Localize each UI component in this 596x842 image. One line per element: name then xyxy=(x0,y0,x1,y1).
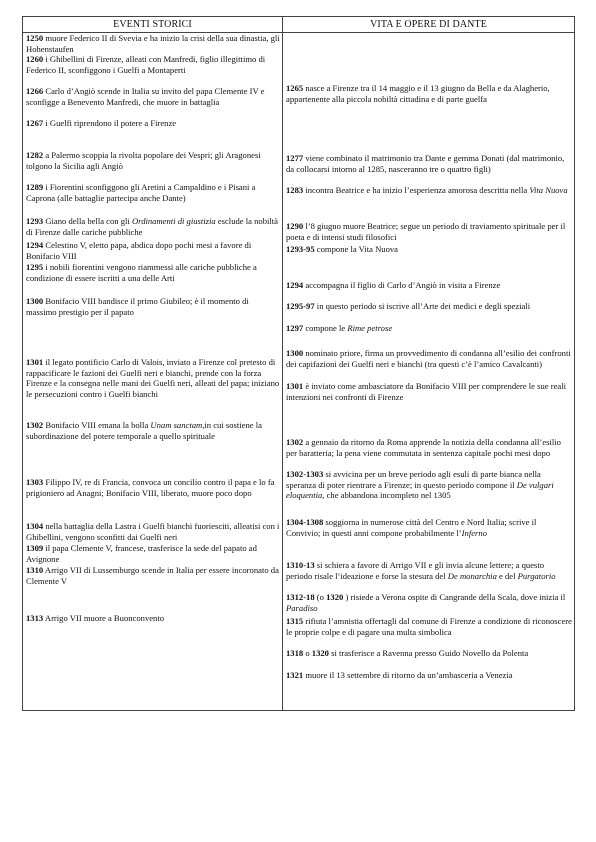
entry-text: Filippo IV, re di Francia, convoca un concilio contro il papa e lo fa prigioniero ad Anagni; Bonifacio VIII, liberato, muore poco dopo xyxy=(26,477,275,498)
year-label: 1260 xyxy=(26,54,44,64)
header-dante-life-works: VITA E OPERE DI DANTE xyxy=(370,19,487,30)
chronology-table xyxy=(22,16,575,711)
entry-text: l’8 giugno muore Beatrice; segue un periodo di traviamento spirituale per il poeta e di intensi studi filosofici xyxy=(286,221,566,242)
life-entry xyxy=(286,648,572,659)
event-entry xyxy=(26,420,280,441)
header-historical-events: EVENTI STORICI xyxy=(113,19,192,30)
work-title: De monarchia xyxy=(447,570,497,581)
year-label: 1310 xyxy=(26,565,44,575)
entry-text: i Ghibellini di Firenze, alleati con Manfredi, figlio illegittimo di Federico II, sconfiggono i Guelfi a Montaperti xyxy=(26,54,266,75)
life-entry xyxy=(286,280,572,291)
entry-text: Bonifacio VIII bandisce il primo Giubileo; è il momento di massimo prestigio per il papato xyxy=(26,296,249,317)
year-label: 1315 xyxy=(286,616,304,626)
life-entry xyxy=(286,323,572,334)
work-title: Purgatorio xyxy=(517,570,556,581)
year-label: 1310-13 xyxy=(286,560,315,570)
entry-text: ) risiede a Verona ospite di Cangrande della Scala, dove inizia il xyxy=(343,592,566,602)
dante-life-works-column xyxy=(286,33,572,710)
life-entry xyxy=(286,616,572,637)
life-entry xyxy=(286,560,572,581)
event-entry xyxy=(26,565,280,586)
event-entry xyxy=(26,477,280,498)
entry-text: viene combinato il matrimonio tra Dante e gemma Donati (dal matrimonio, da collocarsi intorno al 1285, nasceranno tre o quattro figli) xyxy=(286,153,565,174)
event-entry xyxy=(26,182,280,203)
year-label: 1250 xyxy=(26,33,44,43)
work-title: Rime petrose xyxy=(347,323,393,333)
entry-text: il papa Clemente V, francese, trasferisce la sede del papato ad Avignone xyxy=(26,543,257,564)
entry-text: incontra Beatrice e ha inizio l’esperienza amorosa descritta nella xyxy=(303,185,530,195)
entry-text: a Palermo scoppia la rivolta popolare dei Vespri; gli Aragonesi tolgono la Sicilia agli Angiò xyxy=(26,150,261,171)
year-label: 1265 xyxy=(286,83,304,93)
year-label: 1300 xyxy=(286,348,304,358)
event-entry xyxy=(26,262,280,283)
year-label: 1301 xyxy=(286,381,304,391)
entry-text: Carlo d’Angiò scende in Italia su invito del papa Clemente IV e sconfigge a Benevento Manfredi, che muore in battaglia xyxy=(26,86,265,107)
work-title: Paradiso xyxy=(286,602,318,613)
year-label: 1282 xyxy=(26,150,44,160)
event-entry xyxy=(26,33,280,54)
entry-text: i Guelfi riprendono il potere a Firenze xyxy=(43,118,177,128)
event-entry xyxy=(26,150,280,171)
year-label: 1297 xyxy=(286,323,304,333)
year-label: 1266 xyxy=(26,86,44,96)
event-entry xyxy=(26,613,280,624)
entry-text: si avvicina per un breve periodo agli esuli di parte bianca nella speranza di poter rientrare a Firenze; in questo periodo compone il xyxy=(286,469,541,490)
entry-text: nella battaglia della Lastra i Guelfi bianchi fuoriesciti, alleatisi con i Ghibellini, vengono sconfitti dai Guelfi neri xyxy=(26,521,280,542)
life-entry xyxy=(286,185,572,196)
year-label: 1309 xyxy=(26,543,44,553)
year-label: 1294 xyxy=(286,280,304,290)
life-entry xyxy=(286,437,572,458)
event-entry xyxy=(26,521,280,542)
entry-text: e del xyxy=(496,570,518,581)
entry-text: o xyxy=(303,648,312,658)
year-label: 1320 xyxy=(311,648,329,658)
entry-text: è inviato come ambasciatore da Bonifacio VIII per comprendere le sue reali intenzioni nei confronti di Firenze xyxy=(286,381,566,402)
year-label: 1289 xyxy=(26,182,44,192)
entry-text: Arrigo VII di Lussemburgo scende in Italia per essere incoronato da Clemente V xyxy=(26,565,279,586)
table-header xyxy=(23,17,574,33)
entry-text: muore il 13 settembre di ritorno da un’ambasceria a Venezia xyxy=(303,670,513,680)
event-entry xyxy=(26,357,280,399)
work-title: Ordinamenti di giustizia xyxy=(131,216,216,226)
year-label: 1312-18 xyxy=(286,592,315,602)
life-entry xyxy=(286,221,572,242)
entry-text: rifiuta l’amnistia offertagli dal comune di Firenze a condizione di riconoscere le proprie colpe e di pagare una multa simbolica xyxy=(286,616,572,637)
entry-text: Giano della bella con gli xyxy=(43,216,132,226)
entry-text: nasce a Firenze tra il 14 maggio e il 13 giugno da Bella e da Alagherio, appartenente alla piccola nobiltà cittadina e di parte guelfa xyxy=(286,83,550,104)
entry-text: si schiera a favore di Arrigo VII e gli invia alcune lettere; a questo periodo risale l’ideazione e forse la stesura del xyxy=(286,560,545,581)
life-entry xyxy=(286,592,572,613)
year-label: 1321 xyxy=(286,670,304,680)
event-entry xyxy=(26,216,280,237)
entry-text: ,in cui sostiene la subordinazione del potere temporale a quello spirituale xyxy=(26,420,262,441)
year-label: 1302 xyxy=(286,437,304,447)
entry-text: , che abbandona incompleto nel 1305 xyxy=(322,490,451,501)
entry-text: Bonifacio VIII emana la bolla xyxy=(43,420,151,430)
year-label: 1293 xyxy=(26,216,44,226)
work-title: De vulgari eloquentia xyxy=(286,479,554,501)
entry-text: (o xyxy=(314,592,327,602)
entry-text: i nobili fiorentini vengono riammessi alle cariche pubbliche a condizione di essere iscritti a una delle Arti xyxy=(26,262,257,283)
year-label: 1302-1303 xyxy=(286,469,324,479)
life-entry xyxy=(286,348,572,369)
entry-text: soggiorna in numerose città del Centro e Nord Italia; scrive il Convivio; in questi anni compone probabilmente l’ xyxy=(286,517,537,538)
entry-text: compone le xyxy=(303,323,348,333)
life-entry xyxy=(286,153,572,174)
year-label: 1320 xyxy=(326,592,344,602)
entry-text: Arrigo VII muore a Buonconvento xyxy=(43,613,165,623)
historical-events-column xyxy=(26,33,280,710)
event-entry xyxy=(26,296,280,317)
year-label: 1283 xyxy=(286,185,304,195)
life-entry xyxy=(286,244,572,255)
event-entry xyxy=(26,543,280,564)
year-label: 1293-95 xyxy=(286,244,315,254)
entry-text: a gennaio da ritorno da Roma apprende la notizia della condanna all’esilio per baratteria; la pena viene commutata in sentenza capitale pochi mesi dopo xyxy=(286,437,561,458)
year-label: 1302 xyxy=(26,420,44,430)
entry-text: muore Federico II di Svevia e ha inizio la crisi della sua dinastia, gli Hohenstaufen xyxy=(26,33,280,54)
year-label: 1303 xyxy=(26,477,44,487)
column-divider xyxy=(282,17,283,710)
year-label: 1295-97 xyxy=(286,301,315,311)
year-label: 1267 xyxy=(26,118,44,128)
year-label: 1318 xyxy=(286,648,304,658)
work-title: Inferno xyxy=(461,527,487,538)
entry-text: il legato pontificio Carlo di Valois, inviato a Firenze col pretesto di rappacificare le fazioni dei Guelfi neri e bianchi, prende con la forza Firenze e la consegna nelle mani dei Guelfi neri, alleati del papa; iniziano le persecuzioni contro i Guelfi bianchi xyxy=(26,357,280,399)
entry-text: compone la Vita Nuova xyxy=(314,244,398,254)
life-entry xyxy=(286,469,572,501)
year-label: 1301 xyxy=(26,357,44,367)
entry-text: esclude la nobiltà di Firenze dalle cariche pubbliche xyxy=(26,216,278,237)
entry-text: accompagna il figlio di Carlo d’Angiò in visita a Firenze xyxy=(303,280,501,290)
year-label: 1294 xyxy=(26,240,44,250)
year-label: 1277 xyxy=(286,153,304,163)
life-entry xyxy=(286,301,572,312)
event-entry xyxy=(26,86,280,107)
event-entry xyxy=(26,54,280,75)
entry-text: in questo periodo si iscrive all’Arte dei medici e degli speziali xyxy=(314,301,531,311)
life-entry xyxy=(286,381,572,402)
entry-text: si trasferisce a Ravenna presso Guido Novello da Polenta xyxy=(328,648,529,658)
year-label: 1313 xyxy=(26,613,44,623)
year-label: 1304-1308 xyxy=(286,517,324,527)
work-title: Unam sanctam xyxy=(150,420,203,430)
event-entry xyxy=(26,118,280,129)
year-label: 1304 xyxy=(26,521,44,531)
year-label: 1295 xyxy=(26,262,44,272)
event-entry xyxy=(26,240,280,261)
work-title: Vita Nuova xyxy=(529,185,568,195)
life-entry xyxy=(286,670,572,681)
entry-text: i Fiorentini sconfiggono gli Aretini a Campaldino e i Pisani a Caprona (alle battaglie partecipa anche Dante) xyxy=(26,182,256,203)
life-entry xyxy=(286,83,572,104)
entry-text: nominato priore, firma un provvedimento di condanna all’esilio dei confronti dei capifazioni dei Guelfi neri e bianchi (tra questi c’è l’amico Cavalcanti) xyxy=(286,348,571,369)
life-entry xyxy=(286,517,572,538)
year-label: 1290 xyxy=(286,221,304,231)
year-label: 1300 xyxy=(26,296,44,306)
entry-text: Celestino V, eletto papa, abdica dopo pochi mesi a favore di Bonifacio VIII xyxy=(26,240,252,261)
